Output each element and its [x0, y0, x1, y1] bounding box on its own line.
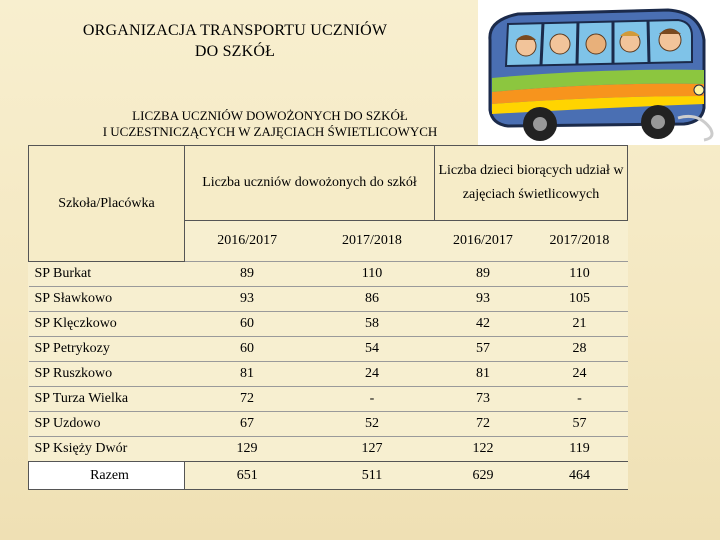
cell-value: 67 [185, 412, 310, 437]
table-row [29, 387, 628, 412]
slide-title [40, 20, 430, 62]
table-row [29, 362, 628, 387]
school-bus-image [478, 0, 720, 145]
cell-value: 73 [435, 387, 532, 412]
table-row [29, 437, 628, 462]
school-name: SP Burkat [29, 262, 185, 287]
header-daycare: Liczba dzieci biorących udział w zajęciach świetlicowych [435, 146, 628, 221]
year-header: 2016/2017 [453, 233, 513, 248]
students-table [28, 145, 628, 490]
header-school: Szkoła/Placówka [29, 146, 185, 262]
cell-value: 21 [532, 312, 628, 337]
cell-value: 127 [310, 437, 435, 462]
total-value: 629 [435, 462, 532, 490]
year-header: 2017/2018 [342, 233, 402, 248]
total-row [29, 462, 628, 490]
school-name: SP Turza Wielka [29, 387, 185, 412]
cell-value: 57 [532, 412, 628, 437]
cell-value: 54 [310, 337, 435, 362]
cell-value: - [310, 387, 435, 412]
cell-value: 110 [532, 262, 628, 287]
cell-value: 28 [532, 337, 628, 362]
school-name: SP Sławkowo [29, 287, 185, 312]
cell-value: 86 [310, 287, 435, 312]
table-row [29, 412, 628, 437]
cell-value: 110 [310, 262, 435, 287]
year-header: 2016/2017 [217, 233, 278, 248]
subtitle-line-1: LICZBA UCZNIÓW DOWOŻONYCH DO SZKÓŁ [132, 108, 408, 123]
total-value: 651 [185, 462, 310, 490]
school-name: SP Petrykozy [29, 337, 185, 362]
total-value: 464 [532, 462, 628, 490]
table-row [29, 337, 628, 362]
cell-value: 60 [185, 337, 310, 362]
cell-value: 72 [185, 387, 310, 412]
school-name: SP Uzdowo [29, 412, 185, 437]
table-row [29, 312, 628, 337]
cell-value: 89 [185, 262, 310, 287]
cell-value: - [532, 387, 628, 412]
cell-value: 93 [185, 287, 310, 312]
school-name: SP Księży Dwór [29, 437, 185, 462]
title-line-1: ORGANIZACJA TRANSPORTU UCZNIÓW [82, 22, 388, 39]
year-header: 2017/2018 [549, 233, 610, 248]
cell-value: 58 [310, 312, 435, 337]
total-label: Razem [29, 462, 185, 490]
cell-value: 24 [310, 362, 435, 387]
cell-value: 57 [435, 337, 532, 362]
table-row [29, 262, 628, 287]
cell-value: 52 [310, 412, 435, 437]
cell-value: 24 [532, 362, 628, 387]
total-value: 511 [310, 462, 435, 490]
header-transported: Liczba uczniów dowożonych do szkół [185, 146, 435, 221]
cell-value: 119 [532, 437, 628, 462]
cell-value: 122 [435, 437, 532, 462]
cell-value: 72 [435, 412, 532, 437]
cell-value: 89 [435, 262, 532, 287]
cell-value: 42 [435, 312, 532, 337]
bus-icon [478, 0, 720, 145]
cell-value: 60 [185, 312, 310, 337]
table-subtitle [60, 108, 480, 140]
school-name: SP Klęczkowo [29, 312, 185, 337]
cell-value: 129 [185, 437, 310, 462]
school-name: SP Ruszkowo [29, 362, 185, 387]
title-line-2: DO SZKÓŁ [194, 43, 276, 60]
table-row [29, 287, 628, 312]
cell-value: 105 [532, 287, 628, 312]
cell-value: 81 [435, 362, 532, 387]
cell-value: 93 [435, 287, 532, 312]
cell-value: 81 [185, 362, 310, 387]
subtitle-line-2: I UCZESTNICZĄCYCH W ZAJĘCIACH ŚWIETLICOWYCH [102, 124, 438, 139]
